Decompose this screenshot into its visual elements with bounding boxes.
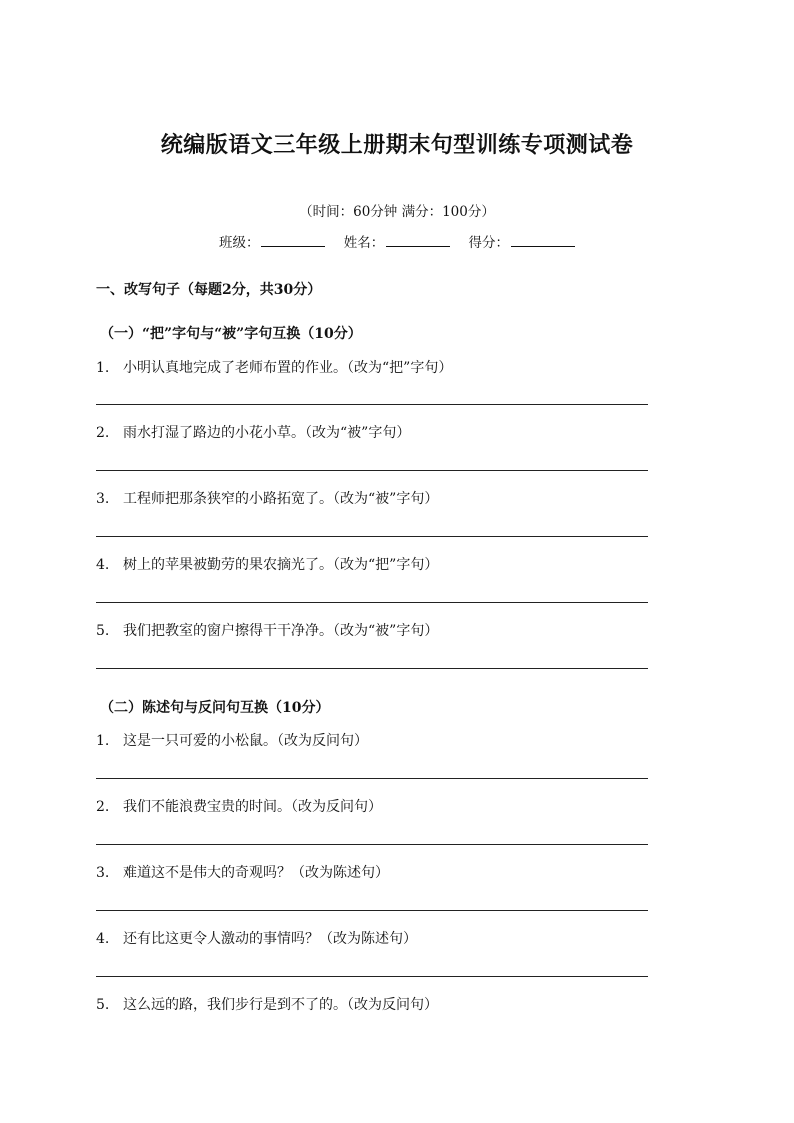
name-label: 姓名：	[343, 235, 385, 251]
part-1-title: （一）“把”字句与“被”字句互换（10分）	[100, 326, 362, 342]
question-item	[96, 422, 410, 442]
question-item	[96, 862, 389, 882]
question-number: 1.	[96, 733, 110, 749]
score-blank[interactable]	[511, 232, 575, 247]
question-number: 3.	[96, 491, 110, 507]
question-item	[96, 730, 368, 750]
question-item	[96, 357, 452, 377]
student-info-fields	[0, 231, 794, 251]
answer-line[interactable]	[96, 668, 648, 669]
question-number: 5.	[96, 623, 110, 639]
question-text: 小明认真地完成了老师布置的作业。（改为“把”字句）	[123, 360, 453, 376]
question-text: 工程师把那条狭窄的小路拓宽了。（改为“被”字句）	[123, 491, 439, 507]
answer-line[interactable]	[96, 778, 648, 779]
answer-line[interactable]	[96, 910, 648, 911]
answer-line[interactable]	[96, 470, 648, 471]
section-1-title: 一、改写句子（每题2分，共30分）	[96, 282, 322, 298]
question-item	[96, 620, 438, 640]
question-item	[96, 994, 438, 1014]
class-label: 班级：	[218, 235, 260, 251]
question-text: 我们把教室的窗户擦得干干净净。（改为“被”字句）	[123, 623, 439, 639]
question-text: 难道这不是伟大的奇观吗？（改为陈述句）	[123, 865, 389, 881]
part-2-title: （二）陈述句与反问句互换（10分）	[100, 700, 330, 716]
score-label: 得分：	[468, 235, 510, 251]
answer-line[interactable]	[96, 536, 648, 537]
question-text: 这是一只可爱的小松鼠。（改为反问句）	[123, 733, 368, 749]
question-text: 我们不能浪费宝贵的时间。（改为反问句）	[123, 799, 382, 815]
class-blank[interactable]	[261, 232, 325, 247]
question-number: 2.	[96, 799, 110, 815]
question-number: 3.	[96, 865, 110, 881]
class-field	[219, 231, 326, 251]
page-title: 统编版语文三年级上册期末句型训练专项测试卷	[160, 132, 634, 158]
name-blank[interactable]	[386, 232, 450, 247]
name-field	[344, 231, 451, 251]
answer-line[interactable]	[96, 602, 648, 603]
question-item	[96, 928, 417, 948]
question-number: 1.	[96, 360, 110, 376]
question-item	[96, 796, 382, 816]
question-item	[96, 488, 438, 508]
question-number: 5.	[96, 997, 110, 1013]
question-number: 2.	[96, 425, 110, 441]
question-text: 还有比这更令人激动的事情吗？（改为陈述句）	[123, 931, 417, 947]
answer-line[interactable]	[96, 404, 648, 405]
exam-time-info: （时间：60分钟 满分：100分）	[299, 204, 495, 220]
question-item	[96, 554, 438, 574]
question-number: 4.	[96, 931, 110, 947]
question-text: 雨水打湿了路边的小花小草。（改为“被”字句）	[123, 425, 411, 441]
score-field	[469, 231, 576, 251]
answer-line[interactable]	[96, 976, 648, 977]
question-text: 这么远的路，我们步行是到不了的。（改为反问句）	[123, 997, 438, 1013]
answer-line[interactable]	[96, 844, 648, 845]
question-number: 4.	[96, 557, 110, 573]
question-text: 树上的苹果被勤劳的果农摘光了。（改为“把”字句）	[123, 557, 439, 573]
